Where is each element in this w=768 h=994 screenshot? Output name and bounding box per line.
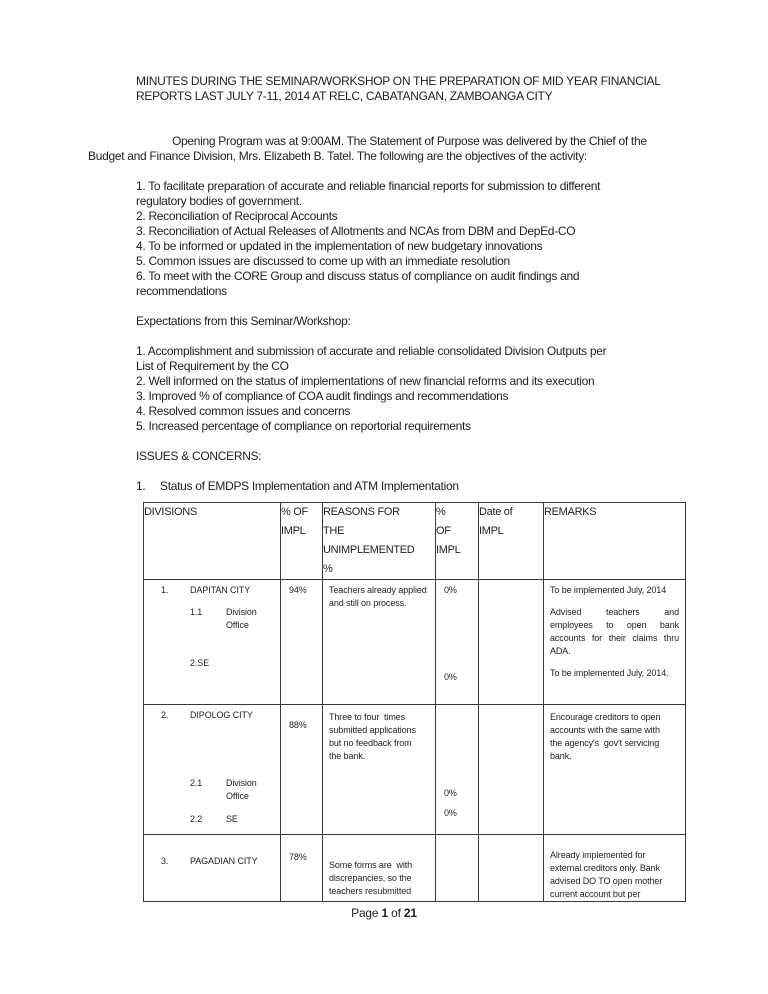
division-number: 2. bbox=[161, 710, 169, 720]
reason-line: but no feedback from bbox=[329, 738, 412, 748]
pct-value: 78% bbox=[289, 852, 307, 862]
division-number: 1. bbox=[161, 585, 169, 595]
reason-line: and still on process. bbox=[329, 598, 407, 608]
cell-pct-of-impl bbox=[281, 835, 323, 902]
cell-remarks bbox=[544, 580, 686, 705]
cell-remarks bbox=[544, 835, 686, 902]
header-text: IMPL bbox=[479, 525, 504, 537]
opening-paragraph bbox=[88, 134, 688, 164]
column-header-pct-of-unimpl bbox=[436, 503, 479, 580]
sub-item-label: 2.SE bbox=[190, 658, 210, 668]
cell-date-of-impl bbox=[479, 580, 544, 705]
pct-value: 0% bbox=[444, 808, 457, 818]
remark-line: To be implemented July, 2014 bbox=[550, 585, 667, 595]
table-header-row bbox=[144, 503, 686, 580]
objective-line: recommendations bbox=[136, 284, 227, 298]
footer-of-label: of bbox=[391, 906, 401, 920]
issue-item-1 bbox=[136, 479, 688, 494]
remark-line: the agency's gov't servicing bbox=[550, 738, 660, 748]
remark-line: employees to open bank bbox=[550, 620, 679, 630]
sub-item-label: Office bbox=[226, 620, 249, 630]
issues-concerns-heading: ISSUES & CONCERNS: bbox=[136, 449, 262, 463]
sub-item-label: Division bbox=[226, 778, 257, 788]
remark-line: To be implemented July, 2014. bbox=[550, 668, 669, 678]
objective-line: 4. To be informed or updated in the implementation of new budgetary innovations bbox=[136, 239, 543, 253]
objective-line: 5. Common issues are discussed to come up with an immediate resolution bbox=[136, 254, 510, 268]
header-text: IMPL bbox=[281, 525, 306, 537]
emdps-atm-status-table bbox=[143, 502, 686, 902]
footer-total-pages: 21 bbox=[403, 906, 417, 920]
remark-line: accounts for their claims thru bbox=[550, 633, 679, 643]
header-text: REASONS FOR bbox=[323, 506, 400, 518]
remark-paragraph bbox=[550, 606, 679, 658]
remark-line: accounts with the same with bbox=[550, 725, 660, 735]
remark-line: advised DO TO open mother bbox=[550, 876, 663, 886]
sub-item-label: Office bbox=[226, 791, 249, 801]
header-text: OF bbox=[436, 525, 451, 537]
document-title bbox=[136, 74, 688, 104]
division-name: DAPITAN CITY bbox=[190, 585, 251, 595]
reason-line: submitted applications bbox=[329, 725, 416, 735]
reason-line: Three to four times bbox=[329, 712, 406, 722]
column-header-reasons bbox=[323, 503, 436, 580]
cell-pct-of-impl bbox=[281, 580, 323, 705]
expectation-line: 5. Increased percentage of compliance on reportorial requirements bbox=[136, 419, 471, 433]
expectation-line: 1. Accomplishment and submission of accurate and reliable consolidated Division Outputs per bbox=[136, 344, 607, 358]
reason-line: discrepancies, so the bbox=[329, 873, 412, 883]
cell-reasons bbox=[323, 705, 436, 835]
reason-line: Teachers already applied bbox=[329, 585, 427, 595]
division-name: PAGADIAN CITY bbox=[190, 856, 258, 866]
cell-reasons bbox=[323, 835, 436, 902]
table-row-dapitan-city bbox=[144, 580, 686, 705]
cell-pct-of-impl bbox=[281, 705, 323, 835]
remark-line: Advised teachers and bbox=[550, 607, 679, 617]
cell-pct-of-unimpl bbox=[436, 705, 479, 835]
header-text: % bbox=[323, 563, 333, 575]
sub-item bbox=[144, 813, 280, 826]
issue-item-text: Status of EMDPS Implementation and ATM Implementation bbox=[160, 479, 459, 493]
expectations-list bbox=[136, 344, 688, 434]
column-header-divisions bbox=[144, 503, 281, 580]
expectation-line: 4. Resolved common issues and concerns bbox=[136, 404, 351, 418]
objective-line: 1. To facilitate preparation of accurate and reliable financial reports for submission to different bbox=[136, 179, 601, 193]
cell-division bbox=[144, 835, 281, 902]
cell-reasons bbox=[323, 580, 436, 705]
expectation-line: 3. Improved % of compliance of COA audit findings and recommendations bbox=[136, 389, 509, 403]
footer-page-number: 1 bbox=[381, 906, 388, 920]
header-text: Date of bbox=[479, 506, 513, 518]
column-header-remarks bbox=[544, 503, 686, 580]
pct-value: 94% bbox=[289, 585, 307, 595]
title-line: REPORTS LAST JULY 7-11, 2014 AT RELC, CABATANGAN, ZAMBOANGA CITY bbox=[136, 89, 553, 103]
pct-value: 88% bbox=[289, 720, 307, 730]
remark-line: Encourage creditors to open bbox=[550, 712, 661, 722]
division-name: DIPOLOG CITY bbox=[190, 710, 253, 720]
header-text: % OF bbox=[281, 506, 308, 518]
expectations-heading: Expectations from this Seminar/Workshop: bbox=[136, 314, 351, 328]
cell-date-of-impl bbox=[479, 835, 544, 902]
remark-line: bank. bbox=[550, 751, 572, 761]
reason-line: the bank. bbox=[329, 751, 366, 761]
title-line: MINUTES DURING THE SEMINAR/WORKSHOP ON THE PREPARATION OF MID YEAR FINANCIAL bbox=[136, 74, 661, 88]
cell-pct-of-unimpl bbox=[436, 835, 479, 902]
expectation-line: List of Requirement by the CO bbox=[136, 359, 289, 373]
column-header-pct-of-impl bbox=[281, 503, 323, 580]
pct-value: 0% bbox=[444, 672, 457, 682]
remark-line: ADA. bbox=[550, 646, 571, 656]
header-text: REMARKS bbox=[544, 506, 597, 518]
table-row-dipolog-city bbox=[144, 705, 686, 835]
reason-line: Some forms are with bbox=[329, 860, 413, 870]
remark-line: Already implemented for bbox=[550, 850, 646, 860]
objective-line: 3. Reconciliation of Actual Releases of Allotments and NCAs from DBM and DepEd-CO bbox=[136, 224, 576, 238]
opening-line: Opening Program was at 9:00AM. The Statement of Purpose was delivered by the Chief of the bbox=[172, 134, 647, 148]
footer-page-label: Page bbox=[351, 906, 379, 920]
remark-line: current account but per bbox=[550, 889, 641, 899]
column-header-date-of-impl bbox=[479, 503, 544, 580]
sub-item-label: SE bbox=[226, 814, 238, 824]
objective-line: 2. Reconciliation of Reciprocal Accounts bbox=[136, 209, 338, 223]
header-text: % bbox=[436, 506, 446, 518]
pct-value: 0% bbox=[444, 585, 457, 595]
objectives-list bbox=[136, 179, 688, 299]
sub-item-number: 2.2 bbox=[190, 814, 203, 824]
cell-date-of-impl bbox=[479, 705, 544, 835]
table-row-pagadian-city bbox=[144, 835, 686, 902]
header-text: THE bbox=[323, 525, 345, 537]
pct-value: 0% bbox=[444, 788, 457, 798]
reason-line: teachers resubmitted bbox=[329, 886, 412, 896]
cell-division bbox=[144, 580, 281, 705]
sub-item-label: Division bbox=[226, 607, 257, 617]
remark-line: external creditors only. Bank bbox=[550, 863, 660, 873]
cell-pct-of-unimpl bbox=[436, 580, 479, 705]
opening-line: Budget and Finance Division, Mrs. Elizabeth B. Tatel. The following are the objectives of the activity: bbox=[88, 149, 587, 163]
header-text: IMPL bbox=[436, 544, 461, 556]
cell-division bbox=[144, 705, 281, 835]
objective-line: regulatory bodies of government. bbox=[136, 194, 302, 208]
header-text: DIVISIONS bbox=[144, 506, 197, 518]
cell-remarks bbox=[544, 705, 686, 835]
objective-line: 6. To meet with the CORE Group and discuss status of compliance on audit findings and bbox=[136, 269, 580, 283]
header-text: UNIMPLEMENTED bbox=[323, 544, 415, 556]
division-number: 3. bbox=[161, 856, 169, 866]
issue-item-number: 1. bbox=[136, 479, 146, 493]
sub-item-number: 1.1 bbox=[190, 607, 203, 617]
sub-item-number: 2.1 bbox=[190, 778, 203, 788]
page-footer bbox=[0, 906, 768, 921]
expectation-line: 2. Well informed on the status of implementations of new financial reforms and its execution bbox=[136, 374, 595, 388]
